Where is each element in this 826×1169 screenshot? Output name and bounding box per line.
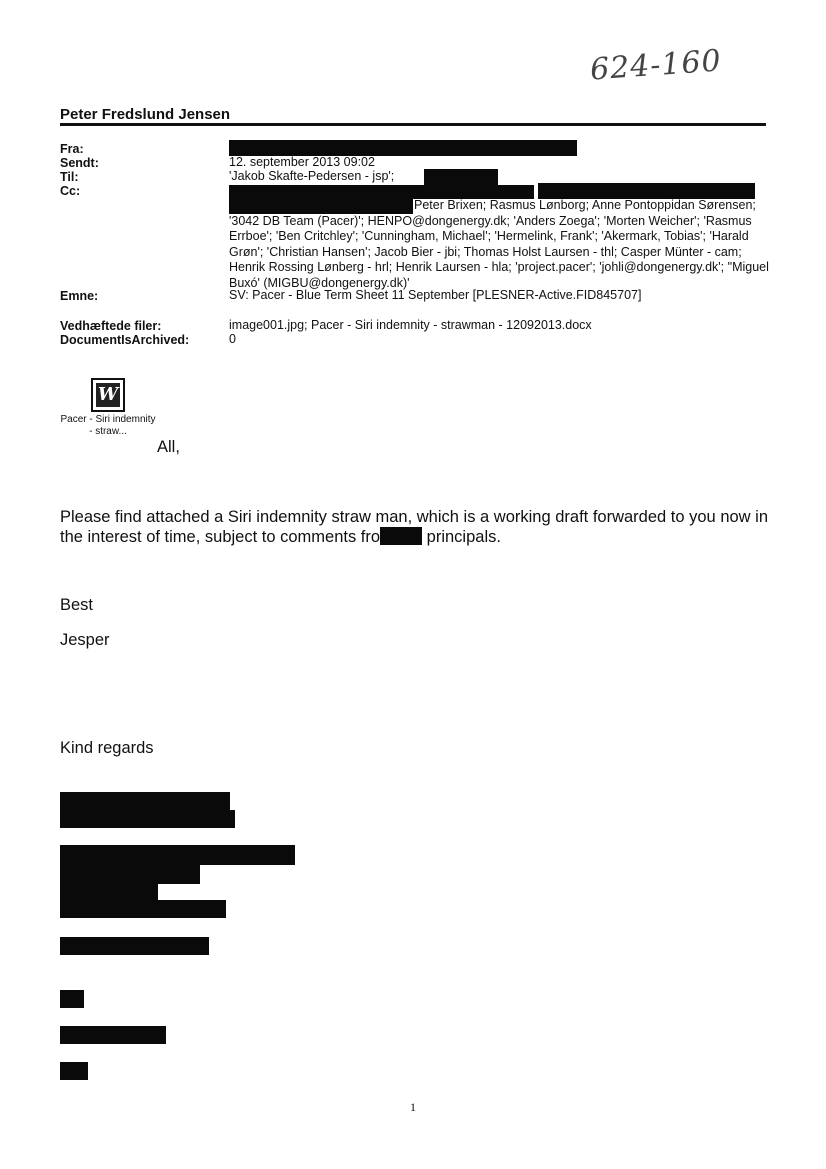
attachment-caption[interactable]: Pacer - Siri indemnity - straw... xyxy=(60,414,156,437)
body-paragraph-text: Please find attached a Siri indemnity straw man, which is a working draft forwarded to you now in the interest of time, subject to comments fro xyxy=(60,508,769,546)
emne-label: Emne: xyxy=(60,289,99,303)
redaction-block xyxy=(60,937,209,955)
til-label: Til: xyxy=(60,170,79,184)
cc-recipients: Peter Brixen; Rasmus Lønborg; Anne Pontoppidan Sørensen; '3042 DB Team (Pacer)'; HENPO@dongenergy.dk; 'Anders Zoega'; 'Morten Weicher'; 'Rasmus Errboe'; 'Ben Critchley'; 'Cunningham, Michael'; 'Hermelink, Frank'; 'Akermark, Tobias'; 'Harald Grøn'; 'Christian Hansen'; Jacob Bier - jbi; Thomas Holst Laursen - thl; Casper Münter - cam; Henrik Rossing Lønberg - hrl; Henrik Laursen - hla; 'project.pacer'; 'johli@dongenergy.dk'; "Miguel Buxó' (MIGBU@dongenergy.dk)' xyxy=(229,198,769,290)
redaction-block xyxy=(60,845,295,865)
redaction-block xyxy=(424,169,498,185)
archived-label: DocumentIsArchived: xyxy=(60,333,190,347)
greeting: All, xyxy=(157,438,180,456)
archived-value: 0 xyxy=(229,332,236,346)
redaction-block xyxy=(60,882,158,902)
attachment-list: image001.jpg; Pacer - Siri indemnity - strawman - 12092013.docx xyxy=(229,318,592,332)
sender-name: Peter Fredslund Jensen xyxy=(60,106,231,123)
closing-best: Best xyxy=(60,596,94,614)
signature-name: Jesper xyxy=(60,631,110,649)
subject: SV: Pacer - Blue Term Sheet 11 September [PLESNER-Active.FID845707] xyxy=(229,288,642,302)
redaction-block xyxy=(60,792,230,812)
redaction-block xyxy=(60,810,235,828)
body-paragraph xyxy=(60,507,770,547)
redaction-block xyxy=(60,864,200,884)
closing-kind-regards: Kind regards xyxy=(60,739,154,757)
cc-label: Cc: xyxy=(60,184,81,198)
redaction-block xyxy=(229,185,534,199)
redaction-block xyxy=(229,140,577,156)
body-paragraph-end: principals. xyxy=(426,528,501,546)
sendt-label: Sendt: xyxy=(60,156,99,170)
redaction-block xyxy=(60,1026,166,1044)
handwritten-note: 624-160 xyxy=(588,43,723,88)
word-document-icon[interactable] xyxy=(91,378,125,412)
redaction-block xyxy=(380,527,422,545)
attachments-label: Vedhæftede filer: xyxy=(60,319,162,333)
to-recipients: 'Jakob Skafte-Pedersen - jsp'; xyxy=(229,169,395,183)
sent-date: 12. september 2013 09:02 xyxy=(229,155,375,169)
word-letter: W xyxy=(97,384,119,405)
redaction-block xyxy=(60,1062,88,1080)
page-number: 1 xyxy=(410,1100,416,1114)
fra-label: Fra: xyxy=(60,142,84,156)
redaction-block xyxy=(60,900,226,918)
redaction-block xyxy=(60,990,84,1008)
redaction-block xyxy=(538,183,755,199)
header-rule xyxy=(60,123,766,126)
